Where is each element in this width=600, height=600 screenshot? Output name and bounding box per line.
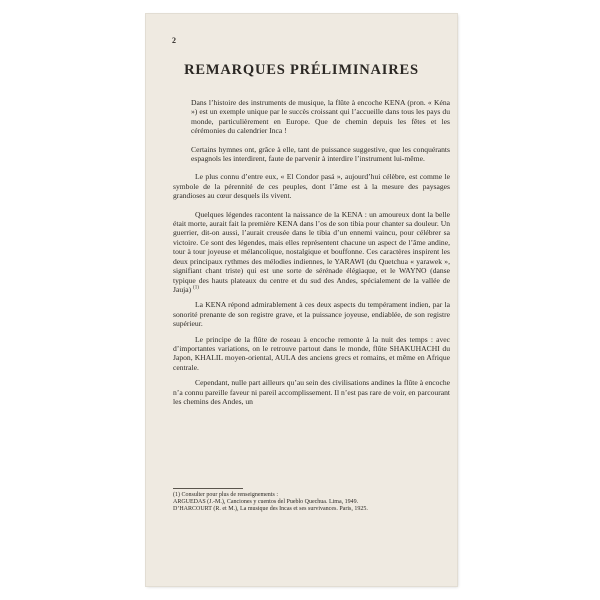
footnote-reference-1: ARGUEDAS (J.-M.), Canciones y cuentos del Pueblo Quechua. Lima, 1949. (173, 499, 359, 506)
page-title: REMARQUES PRÉLIMINAIRES (184, 62, 419, 78)
paragraph-6: Le principe de la flûte de roseau à encoche remonte à la nuit des temps : avec d’importantes variations, on le retrouve partout dans le monde, flûte SHAKUHACHI du Japon, KHALIL moyen-oriental, AULA des anciens grecs et romains, et même en Afrique centrale. (173, 334, 450, 372)
footnotes (173, 488, 450, 514)
footnote-intro: (1) Consulter pour plus de renseignements : (173, 492, 278, 498)
paragraph-4-text: Quelques légendes racontent la naissance de la KENA : un amoureux dont la belle était morte, aurait fait la première KENA dans l’os de son tibia pour chanter sa douleur. Un guerrier, dit-on aussi, l’aurait creusée dans le tibia d’un ennemi vaincu, pour célébrer sa victoire. Ce sont des légendes, mais elles représentent chacune un aspect de l’âme andine, tour à tour joyeuse et mélancolique, nostalgique et bouffonne. Ces caractères inspirent les deux principaux rythmes des mélodies indiennes, le YARAWI (du Quetchua « yarawek », signifiant chant triste) qui est une sorte de sérénade élégiaque, et le WAYNO (danse typique des hauts plateaux du centre et du sud des Andes, spécialement de la vallée de Jauja) (173, 209, 450, 294)
paragraph-1: Dans l’histoire des instruments de musique, la flûte à encoche KENA (pron. « Kéna ») est un exemple unique par le succès croissant qui l’accueille dans tous les pays du monde, particulièrement en Europe. Que de chemin depuis les fêtes et les cérémonies du calendrier Inca ! (191, 98, 450, 136)
document-page (146, 14, 457, 586)
footnote-divider (173, 488, 243, 489)
paragraph-3: Le plus connu d’entre eux, « El Condor pasá », aujourd’hui célèbre, est comme le symbole de la pérennité de ces peuples, dont l’âme est à la mesure des paysages grandioses au cœur desquels ils vivent. (173, 172, 450, 201)
paragraph-7: Cependant, nulle part ailleurs qu’au sein des civilisations andines la flûte à encoche n’a connu pareille faveur ni pareil accomplissement. Il n’est pas rare de voir, en parcourant les chemins des Andes, un (173, 378, 450, 406)
footnote-marker: (1) (193, 285, 199, 291)
body-text (173, 98, 450, 412)
paragraph-2: Certains hymnes ont, grâce à elle, tant de puissance suggestive, que les conquérants espagnols les interdirent, faute de parvenir à interdire l’instrument lui-même. (191, 144, 450, 164)
page-number: 2 (172, 36, 176, 45)
paragraph-4 (173, 210, 450, 295)
paragraph-5: La KENA répond admirablement à ces deux aspects du tempérament indien, par la sonorité prenante de son registre grave, et la puissance joyeuse, endiablée, de son registre supérieur. (173, 300, 450, 329)
footnote-reference-2: D’HARCOURT (R. et M.), La musique des Incas et ses survivances. Paris, 1925. (173, 506, 368, 513)
